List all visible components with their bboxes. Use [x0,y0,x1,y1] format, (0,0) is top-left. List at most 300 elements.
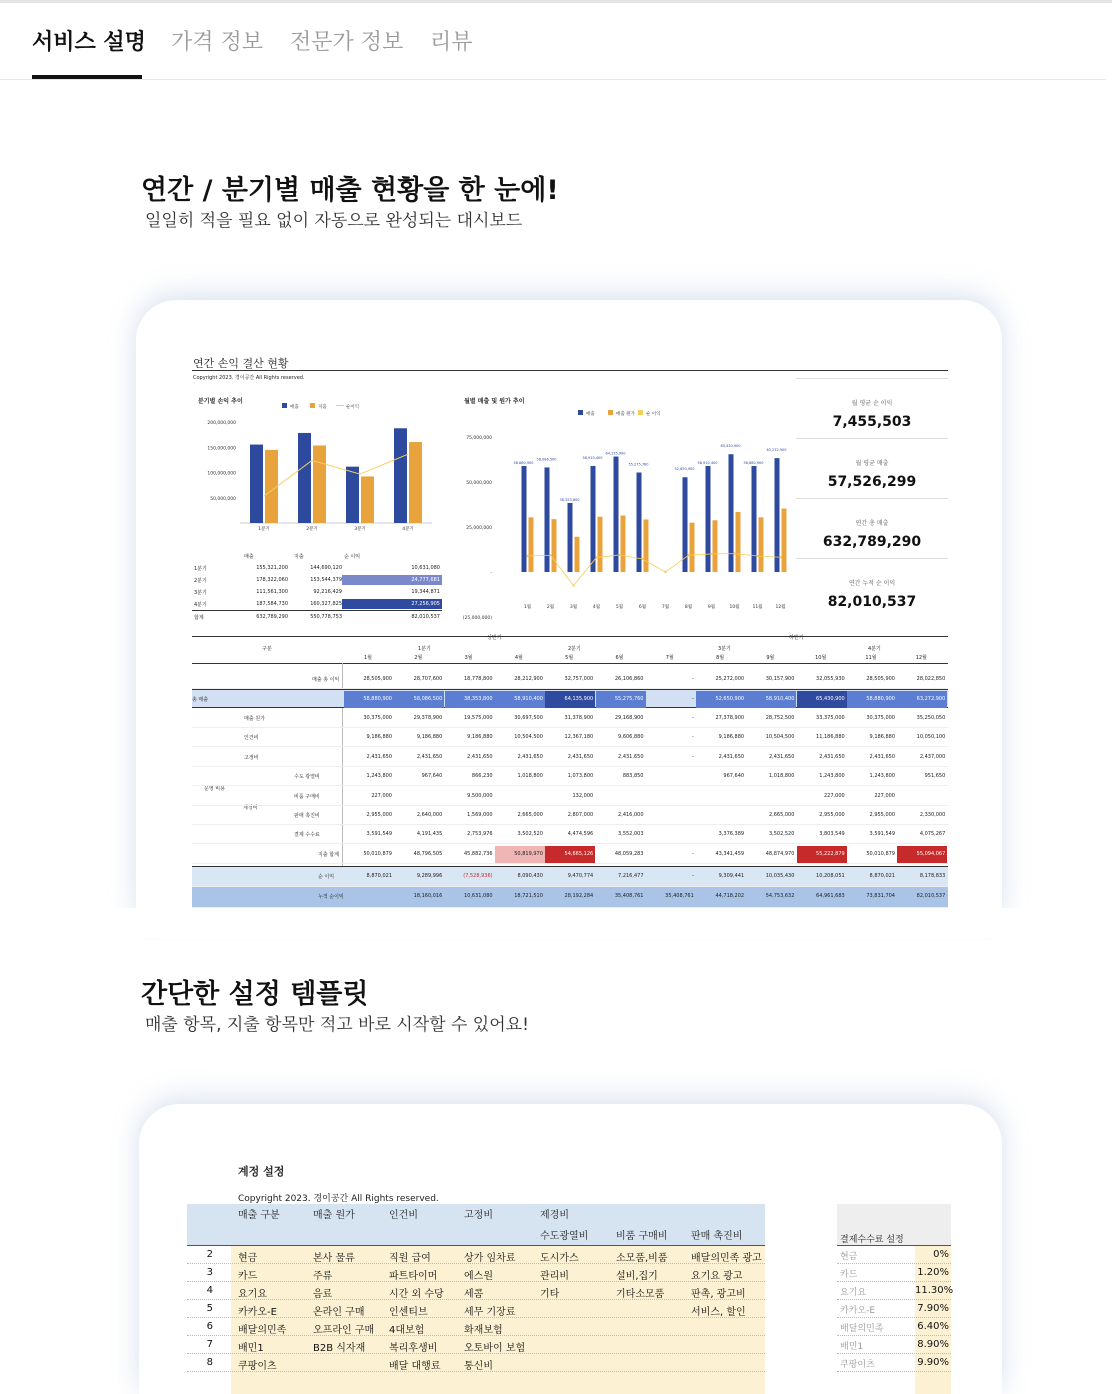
quarter-table-row [192,562,442,574]
grid-cell: 2,431,650 [416,754,443,760]
half-label: 상반기 [487,635,502,641]
setup-header-fixed: 고정비 [464,1210,493,1221]
grid-cell: 38,353,800 [463,696,493,702]
month-header: 6월 [615,655,624,661]
grid-cell: - [691,676,694,682]
x-tick-label: 3분기 [354,527,366,532]
line-profit [264,454,408,496]
y-tick-label: (25,000,000) [462,616,492,621]
quarter-label: 합계 [194,615,204,621]
setup-row [187,1354,765,1372]
grid-cell: 25,272,000 [715,676,745,682]
kpi-label: 월 평균 매출 [855,460,889,467]
setup-header-revenue-type: 매출 구분 [238,1210,280,1221]
group-label: 운영 비용 [204,786,225,792]
quarter-cell: 10,631,080 [411,565,440,571]
grid-cell: 2,330,000 [919,812,946,818]
grid-cell: 2,665,000 [768,812,795,818]
row-number: 3 [206,1267,213,1278]
bar-revenue [706,466,711,572]
month-header: 9월 [766,655,775,661]
quarter-table-row [192,574,442,586]
grid-row-label: 총 매출 [192,697,209,703]
profit-point [549,554,551,556]
grid-cell: 3,376,389 [718,831,745,837]
fee-name: 카카오-E [840,1306,876,1316]
grid-cell: 2,807,000 [567,812,594,818]
grid-cell: 58,880,900 [866,696,895,702]
y-tick-label: 75,000,000 [466,436,492,441]
grid-cell: 54,665,126 [564,851,594,857]
setup-cell: 오토바이 보험 [464,1343,526,1354]
fee-rate: 7.90% [917,1303,949,1314]
grid-cell: - [691,873,694,879]
quarter-label: 4분기 [194,602,207,608]
grid-cell: 1,073,800 [567,773,594,779]
fee-header: 결제수수료 설정 [840,1235,904,1245]
half-label: 하반기 [789,635,804,641]
x-tick-label: 2월 [546,605,555,610]
section2-title: 간단한 설정 템플릿 [141,979,369,1010]
quarter-cell: 160,327,825 [310,601,342,607]
grid-cell: 3,502,520 [768,831,795,837]
grid-cell: 43,341,459 [715,851,745,857]
legend-label: 순이익 [346,405,360,410]
grid-cell: 65,430,900 [816,696,845,702]
grid-cell: 30,697,500 [514,715,543,721]
grid-cell: 28,192,284 [564,893,594,899]
fee-row [837,1264,951,1282]
grid-cell: 50,819,970 [514,851,543,857]
data-label: 63,272,900 [766,448,787,453]
quarter-label: 3분기 [718,646,731,652]
grid-cell: 2,753,976 [467,831,493,837]
grid-cell: 31,378,900 [564,715,594,721]
grid-cell: 58,910,400 [514,696,543,702]
grid-cell: 9,606,880 [618,734,644,740]
quarter-cell: 92,216,429 [313,589,342,595]
x-tick-label: 12월 [775,605,786,610]
grid-cell: 9,186,880 [869,734,895,740]
bar-cost [575,537,580,572]
grid-cell: 2,431,650 [819,754,845,760]
quarterly-chart-title: 분기별 손익 추이 [198,398,243,405]
setup-cell: 카드 [238,1271,258,1282]
x-tick-label: 3월 [569,605,578,610]
quarter-table [192,552,442,627]
grid-cell: (7,528,936) [463,873,493,879]
setup-cell: 세콤 [464,1289,484,1300]
setup-cell: 세무 기장료 [464,1307,516,1318]
grid-cell: 50,010,879 [866,851,895,857]
grid-cell: 73,831,704 [866,893,895,899]
bar-expense [313,445,326,523]
legend-swatch [310,403,315,408]
quarter-cell: 82,010,537 [411,614,440,620]
grid-cell: 28,505,900 [363,676,392,682]
x-tick-label: 1월 [523,605,532,610]
data-label: 58,910,400 [582,455,603,460]
grid-row [192,689,948,708]
quarter-cell: 632,789,290 [256,614,288,620]
grid-row [192,728,948,747]
setup-header-misc: 제경비 [540,1210,569,1221]
setup-preview-card [139,1104,1002,1394]
grid-cell: 9,309,441 [718,873,745,879]
quarter-table-row [192,610,442,622]
setup-cell: 소모품,비품 [616,1253,668,1264]
grid-cell: 2,431,650 [768,754,795,760]
grid-cell: 28,752,500 [765,715,795,721]
grid-cell: - [691,851,694,857]
setup-subheader-promotion: 판매 촉진비 [691,1231,743,1242]
legend-label: 매출 [290,405,299,410]
grid-cell: 45,882,736 [463,851,493,857]
legend-swatch [608,410,613,415]
fee-row [837,1318,951,1336]
group-label: 제경비 [243,805,258,811]
grid-cell: 2,955,000 [819,812,845,818]
fee-rate: 8.90% [917,1339,949,1350]
setup-row [187,1318,765,1336]
setup-cell: 본사 물류 [313,1253,355,1264]
grid-cell: 10,050,100 [916,734,946,740]
fee-rate: 0% [933,1249,949,1260]
data-label: 55,275,760 [628,462,649,467]
profit-point [641,558,643,560]
grid-row-label: 인건비 [244,735,259,741]
grid-cell: 27,378,900 [715,715,745,721]
grid-cell: 32,757,000 [564,676,594,682]
title-rule [192,370,948,371]
header-rule [192,663,948,664]
setup-cell: 배민1 [238,1343,264,1354]
grid-cell: 883,850 [622,773,644,779]
grid-cell: 28,707,600 [413,676,443,682]
quarter-cell: 111,561,300 [256,589,288,595]
setup-row [187,1246,765,1264]
bar-revenue [298,433,311,523]
grid-cell: 2,437,000 [919,754,946,760]
grid-cell: 3,591,549 [869,831,895,837]
data-label: 58,880,900 [513,461,534,466]
monthly-chart [458,392,798,622]
bar-revenue [775,458,780,572]
quarter-cell: 178,322,060 [256,577,288,583]
y-tick-label: 50,000,000 [210,496,236,502]
qt-header-revenue: 매출 [244,554,254,560]
setup-cell: 인센티브 [389,1307,428,1318]
grid-row [192,806,948,825]
grid-cell: 1,243,800 [366,773,392,779]
data-label: 58,910,400 [697,460,718,465]
legend-swatch [578,410,583,415]
kpi-label: 연간 누적 순 이익 [848,580,896,587]
month-header: 8월 [716,655,725,661]
bar-cost [759,517,764,572]
profit-point [710,553,712,555]
setup-cell: 오프라인 구매 [313,1325,375,1336]
grid-cell: 19,575,000 [463,715,493,721]
grid-row-label: 비품 구매비 [294,794,320,800]
grid-cell: 30,157,900 [765,676,795,682]
grid-cell: 82,010,537 [916,893,946,899]
qt-header-expense: 지출 [294,554,304,560]
grid-row-label: 지출 합계 [318,852,339,858]
grid-row-label: 판매 촉진비 [294,813,320,819]
kpi-value: 7,455,503 [832,414,912,430]
profit-point [618,554,620,556]
legend-swatch [638,410,643,415]
legend-label: 매출 [586,412,595,417]
profit-point [664,571,666,573]
fee-row [837,1300,951,1318]
tab-bar [0,3,1106,80]
data-label: 38,353,800 [559,497,580,502]
setup-cell: 기타 [540,1289,560,1300]
grid-cell: 28,212,900 [514,676,543,682]
profit-point [595,556,597,558]
setup-cell: 설비,집기 [616,1271,658,1282]
grid-cell: 35,250,050 [916,715,946,721]
grid-cell: 2,431,650 [618,754,644,760]
month-header: 10월 [815,655,827,661]
quarter-label: 2분기 [194,578,207,584]
fee-name: 배달의민족 [840,1324,884,1334]
grid-cell: 9,500,000 [467,793,493,799]
grid-cell: 9,470,774 [567,873,594,879]
data-label: 58,086,500 [536,457,557,462]
profit-point [572,584,574,586]
grid-cell: 18,778,800 [463,676,493,682]
grid-cell: 29,378,900 [413,715,443,721]
x-tick-label: 8월 [684,605,693,610]
grid-cell: 866,230 [471,773,493,779]
setup-subheader-supplies: 비품 구매비 [616,1231,668,1242]
grid-cell: 2,431,650 [718,754,745,760]
fee-row [837,1336,951,1354]
grid-row [192,866,948,887]
grid-cell: 4,191,435 [416,831,443,837]
dashboard-title: 연간 손익 결산 현황 [193,357,289,370]
grid-row-label: 매출 총 이익 [312,677,340,683]
bar-cost [713,520,718,572]
grid-cell: 28,505,900 [866,676,895,682]
bar-revenue [522,466,527,572]
grid-cell: 55,094,067 [916,851,946,857]
fee-rate: 6.40% [917,1321,949,1332]
tab-price-info[interactable]: 가격 정보 [171,30,264,55]
bar-revenue [637,473,642,572]
tab-expert-info[interactable]: 전문가 정보 [290,30,404,55]
quarterly-chart [192,392,442,542]
grid-cell: 35,408,761 [614,893,644,899]
row-number: 8 [206,1357,213,1368]
fee-name: 요기요 [840,1288,867,1298]
quarter-cell: 153,544,379 [310,577,342,583]
bar-cost [552,519,557,572]
bar-revenue [545,467,550,572]
legend-swatch [282,403,287,408]
data-label: 52,650,900 [674,467,695,472]
grid-row [192,670,948,689]
grid-cell: 227,000 [824,793,845,799]
quarter-cell: 144,690,120 [310,565,342,571]
profit-point [779,556,781,558]
kpi-value: 82,010,537 [827,594,917,610]
bar-revenue [250,445,263,523]
fee-rate: 11.30% [915,1285,954,1296]
grid-cell: 2,955,000 [869,812,895,818]
grid-cell: 10,208,051 [816,873,845,879]
qt-header-profit: 순 이익 [344,554,361,560]
grid-cell: 1,243,800 [869,773,895,779]
kpi-label: 월 평균 순 이익 [851,400,893,407]
grid-cell: 44,718,202 [715,893,745,899]
grid-row-label: 매출 원가 [244,716,265,722]
bar-revenue [729,454,734,572]
x-tick-label: 10월 [729,605,740,610]
x-tick-label: 4월 [592,605,601,610]
setup-cell: 요기요 광고 [691,1271,743,1282]
dashboard-copyright: Copyright 2023. 경이공간 All Rights reserved. [193,375,305,381]
setup-title: 계정 설정 [238,1165,285,1178]
setup-cell: 온라인 구매 [313,1307,365,1318]
setup-cell: 직원 급여 [389,1253,431,1264]
grid-cell: 4,075,267 [919,831,946,837]
grid-col-header: 구분 [262,646,272,652]
grid-cell: 29,168,900 [614,715,644,721]
bar-cost [736,512,741,572]
grid-cell: 64,961,683 [816,893,845,899]
grid-cell: 3,502,520 [517,831,543,837]
section-title: 연간 / 분기별 매출 현황을 한 눈에! [141,175,559,206]
x-tick-label: 4분기 [402,527,414,532]
grid-cell: 48,796,505 [413,851,443,857]
grid-cell: 3,591,549 [366,831,392,837]
x-tick-label: 2분기 [306,527,318,532]
grid-cell: 9,186,880 [467,734,493,740]
row-number: 7 [206,1339,213,1350]
setup-cell: 배달의민족 [238,1325,287,1336]
x-tick-label: 6월 [638,605,647,610]
grid-cell: 10,504,500 [514,734,543,740]
grid-cell: 18,721,510 [514,893,543,899]
grid-cell: 8,090,430 [517,873,543,879]
grid-row [192,709,948,728]
bar-revenue [614,457,619,572]
setup-cell: 상가 임차료 [464,1253,516,1264]
bar-expense [265,450,278,523]
bar-cost [690,523,695,572]
profit-point [756,555,758,557]
y-tick-label: - [490,571,492,576]
grid-cell: 2,431,650 [517,754,543,760]
grid-cell: 1,018,800 [768,773,795,779]
tab-service-description[interactable]: 서비스 설명 [32,30,146,55]
x-tick-label: 1분기 [258,527,270,532]
grid-cell: - [691,696,694,702]
grid-row [192,887,948,908]
grid-row [192,767,948,786]
month-header: 7월 [665,655,674,661]
dashboard-preview-card [136,300,1002,920]
fee-name: 배민1 [840,1342,864,1352]
grid-cell: 9,289,996 [416,873,443,879]
profit-point [733,552,735,554]
grid-cell: 58,086,500 [413,696,443,702]
grid-cell: 48,059,283 [614,851,644,857]
grid-cell: 2,640,000 [416,812,443,818]
setup-subheader-utilities: 수도광열비 [540,1231,589,1242]
grid-row [192,845,948,864]
fee-rate: 9.90% [917,1357,949,1368]
fee-rate: 1.20% [917,1267,949,1278]
data-label: 58,880,900 [743,461,764,466]
grid-cell: 63,272,900 [916,696,946,702]
grid-cell: 32,055,930 [816,676,845,682]
grid-row-label: 고정비 [244,755,259,761]
data-label: 65,430,900 [720,444,741,449]
grid-cell: 9,186,880 [718,734,745,740]
monthly-chart-title: 월별 매출 및 원가 추이 [464,398,525,405]
grid-cell: 55,275,760 [614,696,644,702]
grid-cell: 7,216,477 [618,873,644,879]
quarter-cell: 19,344,871 [411,589,440,595]
grid-cell: 967,640 [723,773,745,779]
month-header: 3월 [464,655,473,661]
grid-row-label: 수도 광열비 [294,774,320,780]
quarter-label: 4분기 [868,646,881,652]
quarter-table-row [192,598,442,610]
grid-cell: 33,375,000 [816,715,845,721]
grid-cell: 52,650,900 [715,696,745,702]
section-subtitle: 일일히 적을 필요 없이 자동으로 완성되는 대시보드 [145,211,523,231]
grid-cell: 48,874,970 [765,851,795,857]
setup-row [187,1336,765,1354]
grid-cell: 50,010,879 [363,851,392,857]
grid-cell: 2,955,000 [366,812,392,818]
tab-reviews[interactable]: 리뷰 [430,30,473,55]
quarter-cell: 187,584,730 [256,601,288,607]
legend-label: 순 이익 [646,412,661,417]
grid-cell: 10,035,430 [765,873,795,879]
bar-cost [644,519,649,572]
grid-cell: 8,870,021 [366,873,392,879]
setup-cell: 배달의민족 광고 [691,1253,762,1264]
setup-cell: 파트타이머 [389,1271,438,1282]
quarter-label: 3분기 [194,590,207,596]
grid-cell: 11,186,880 [816,734,845,740]
setup-cell: 복리후생비 [389,1343,438,1354]
grid-cell: 227,000 [874,793,895,799]
fee-row [837,1246,951,1264]
quarter-cell: 27,256,905 [411,601,440,607]
x-tick-label: 7월 [661,605,670,610]
y-tick-label: 150,000,000 [207,446,236,452]
fee-row [837,1282,954,1300]
grid-cell: 4,474,596 [567,831,594,837]
setup-cell: 요기요 [238,1289,267,1300]
row-number: 6 [206,1321,213,1332]
quarter-cell: 155,321,200 [256,565,288,571]
month-header: 1월 [363,655,372,661]
grid-cell: 18,160,016 [413,893,443,899]
setup-header-cost: 매출 원가 [313,1210,355,1221]
bar-expense [409,442,422,523]
kpi-label: 연간 총 매출 [855,520,889,527]
setup-cell: 시간 외 수당 [389,1289,444,1300]
